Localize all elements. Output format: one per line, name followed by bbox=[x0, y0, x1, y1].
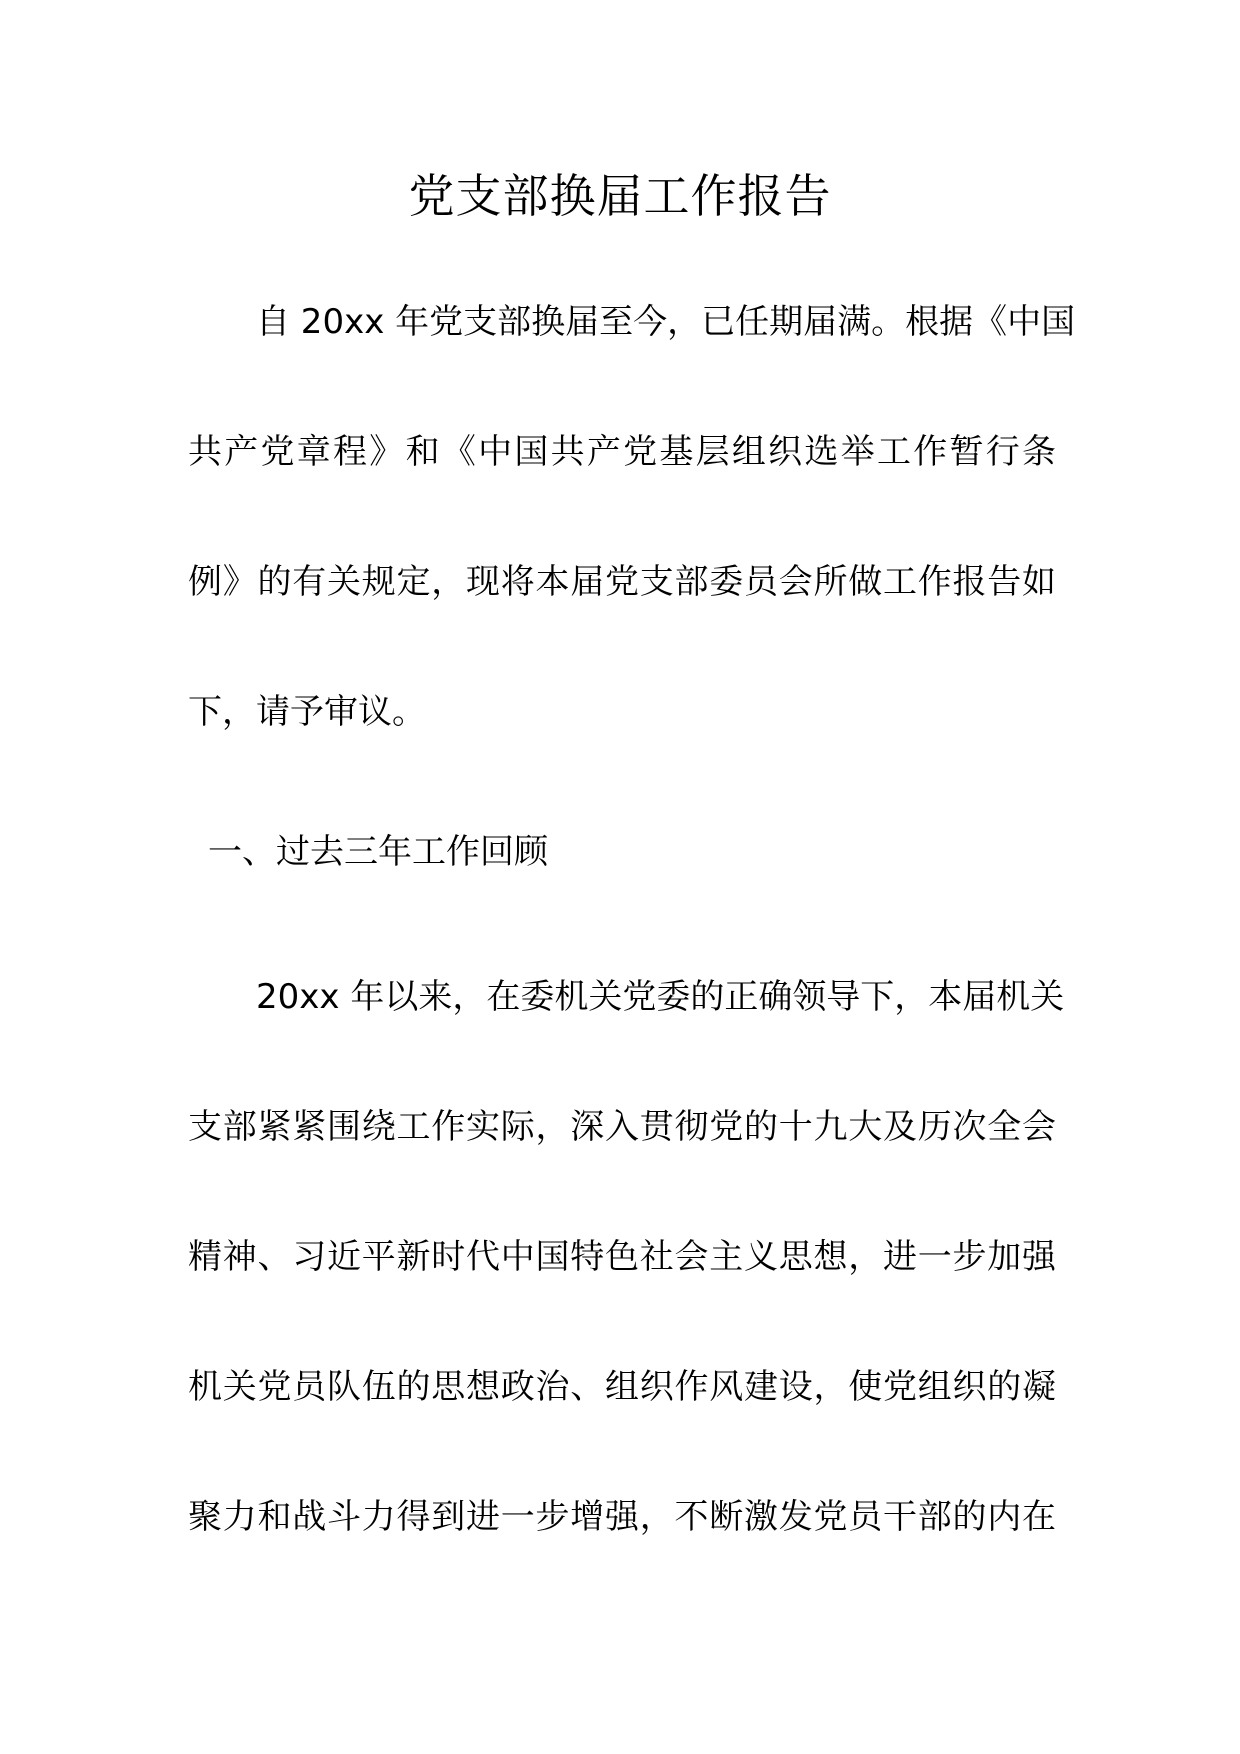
paragraph-line: 支部紧紧围绕工作实际，深入贯彻党的十九大及历次全会 bbox=[188, 1107, 1056, 1147]
paragraph-line: 20xx 年以来，在委机关党委的正确领导下，本届机关 bbox=[256, 977, 1065, 1017]
paragraph-line: 例》的有关规定，现将本届党支部委员会所做工作报告如 bbox=[188, 562, 1056, 602]
paragraph-line: 自 20xx 年党支部换届至今，已任期届满。根据《中国 bbox=[256, 302, 1076, 342]
paragraph-line: 聚力和战斗力得到进一步增强，不断激发党员干部的内在 bbox=[188, 1497, 1056, 1537]
paragraph-line: 下，请予审议。 bbox=[188, 692, 426, 732]
section-heading: 一、过去三年工作回顾 bbox=[208, 832, 548, 872]
paragraph-line: 精神、习近平新时代中国特色社会主义思想，进一步加强 bbox=[188, 1237, 1056, 1277]
paragraph-line: 机关党员队伍的思想政治、组织作风建设，使党组织的凝 bbox=[188, 1367, 1056, 1407]
document-title: 党支部换届工作报告 bbox=[408, 169, 832, 223]
paragraph-line: 共产党章程》和《中国共产党基层组织选举工作暂行条 bbox=[188, 432, 1056, 472]
